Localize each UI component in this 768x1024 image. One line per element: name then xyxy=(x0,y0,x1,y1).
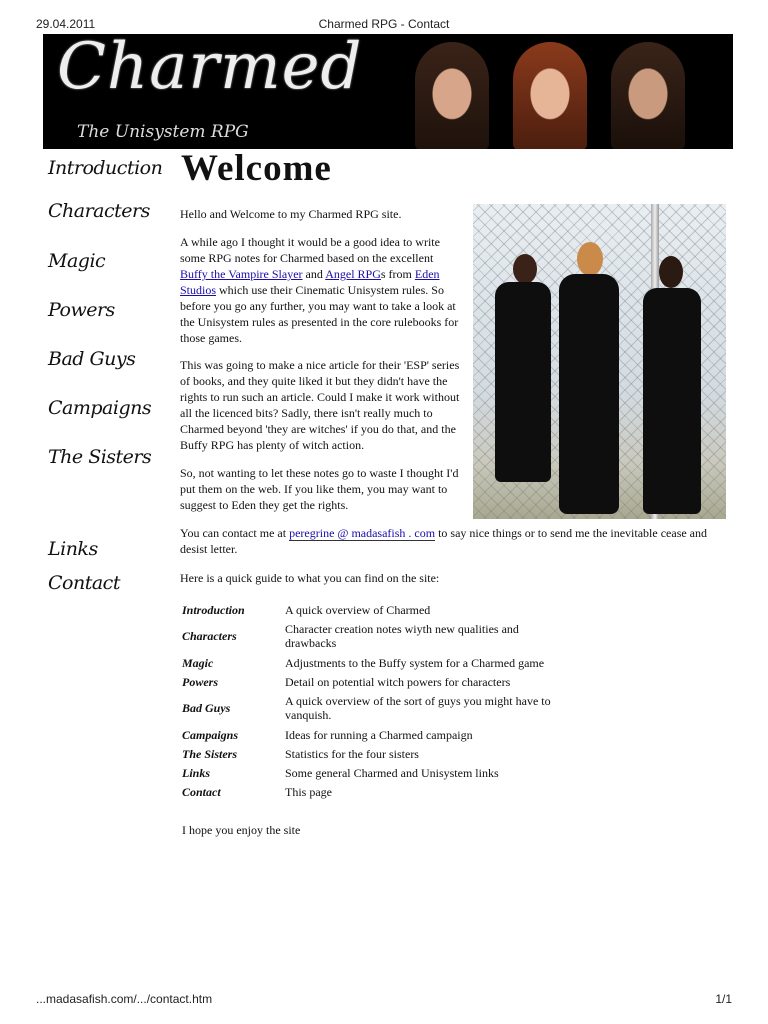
guide-intro: Here is a quick guide to what you can find on the site: xyxy=(180,571,440,585)
guide-section-name: Powers xyxy=(182,674,218,689)
guide-section-name: Characters xyxy=(182,629,237,643)
nav-magic[interactable]: Magic xyxy=(48,250,106,272)
page-heading: Welcome xyxy=(181,148,332,189)
nav-contact[interactable]: Contact xyxy=(48,572,120,594)
eden-studios-link[interactable]: Eden Studios xyxy=(180,267,440,297)
sisters-photo xyxy=(473,204,726,519)
table-row xyxy=(180,619,570,653)
text-span: which use their Cinematic Unisystem rules. So before you go any further, you may want to take a look at the Unisystem rules as presented in the core rulebooks for those games. xyxy=(180,283,459,345)
guide-section-name: Magic xyxy=(182,655,214,670)
nav-introduction[interactable]: Introduction xyxy=(48,157,163,179)
guide-section-name: Contact xyxy=(182,784,221,799)
guide-section-desc: Ideas for running a Charmed campaign xyxy=(285,727,473,742)
contact-paragraph xyxy=(180,525,725,557)
site-logo: Charmed xyxy=(57,34,363,104)
nav-links[interactable]: Links xyxy=(48,538,98,560)
print-url: ...madasafish.com/.../contact.htm xyxy=(36,992,213,1006)
text-span: s from xyxy=(380,267,415,281)
table-row xyxy=(180,653,570,672)
banner-portrait-1 xyxy=(415,42,489,149)
text-span: A while ago I thought it would be a good idea to write some RPG notes for Charmed based on the excellent xyxy=(180,235,440,265)
nav-characters[interactable]: Characters xyxy=(48,200,150,222)
table-row xyxy=(180,744,570,763)
guide-section-name: Links xyxy=(182,765,211,780)
guide-section-desc: Statistics for the four sisters xyxy=(285,746,419,761)
site-banner xyxy=(43,34,733,149)
nav-bad-guys[interactable]: Bad Guys xyxy=(48,348,136,370)
guide-section-name: The Sisters xyxy=(182,746,238,761)
site-guide-table xyxy=(180,600,570,801)
print-date: 29.04.2011 xyxy=(36,17,96,31)
background-paragraph xyxy=(180,234,462,346)
email-link[interactable]: peregrine @ madasafish . com xyxy=(289,526,436,540)
photo-figure-right xyxy=(643,288,701,514)
intro-paragraph: Hello and Welcome to my Charmed RPG site. xyxy=(180,207,402,221)
table-row xyxy=(180,782,570,801)
guide-section-desc: A quick overview of the sort of guys you might have to vanquish. xyxy=(285,694,551,722)
photo-figure-center xyxy=(559,274,619,514)
guide-section-desc: Adjustments to the Buffy system for a Charmed game xyxy=(285,655,545,670)
text-span: You can contact me at xyxy=(180,526,290,540)
guide-section-desc: Detail on potential witch powers for characters xyxy=(285,674,511,689)
nav-powers[interactable]: Powers xyxy=(48,299,115,321)
guide-section-name: Bad Guys xyxy=(182,701,231,715)
banner-portrait-2 xyxy=(513,42,587,149)
photo-figure-head xyxy=(513,254,537,284)
photo-figure-head xyxy=(659,256,683,288)
buffy-rpg-link[interactable]: Buffy the Vampire Slayer xyxy=(180,267,303,281)
text-span: to say nice things or to send me the inevitable cease and desist letter. xyxy=(180,526,708,556)
guide-section-desc: A quick overview of Charmed xyxy=(285,602,431,617)
esp-paragraph: This was going to make a nice article for their 'ESP' series of books, and they quite liked it but they didn't have the rights to run such an article. Could I make it work without all the licenced bits? Sadly, there isn't really much to Charmed beyond 'they are witches' if you do that, and the Buffy RPG has plenty of witch action. xyxy=(180,358,460,452)
site-logo-subtitle: The Unisystem RPG xyxy=(77,122,249,142)
photo-figure-head xyxy=(577,242,603,276)
nav-campaigns[interactable]: Campaigns xyxy=(48,397,152,419)
guide-section-name: Campaigns xyxy=(182,727,239,742)
print-title: Charmed RPG - Contact xyxy=(318,17,450,31)
photo-figure-left xyxy=(495,282,551,482)
table-row xyxy=(180,600,570,619)
guide-section-desc: This page xyxy=(285,784,332,799)
guide-section-name: Introduction xyxy=(182,602,245,617)
guide-section-desc: Character creation notes wiyth new qualities and drawbacks xyxy=(285,622,519,650)
banner-portrait-3 xyxy=(611,42,685,149)
table-row xyxy=(180,691,570,725)
table-row xyxy=(180,672,570,691)
table-row xyxy=(180,725,570,744)
angel-rpg-link[interactable]: Angel RPG xyxy=(325,267,381,281)
table-row xyxy=(180,763,570,782)
closing-text: I hope you enjoy the site xyxy=(182,823,301,837)
guide-section-desc: Some general Charmed and Unisystem links xyxy=(285,765,499,780)
print-page-number: 1/1 xyxy=(715,992,732,1006)
nav-the-sisters[interactable]: The Sisters xyxy=(48,446,152,468)
text-span: and xyxy=(302,267,326,281)
web-paragraph: So, not wanting to let these notes go to waste I thought I'd put them on the web. If you like them, you may want to suggest to Eden they get the rights. xyxy=(180,466,459,512)
